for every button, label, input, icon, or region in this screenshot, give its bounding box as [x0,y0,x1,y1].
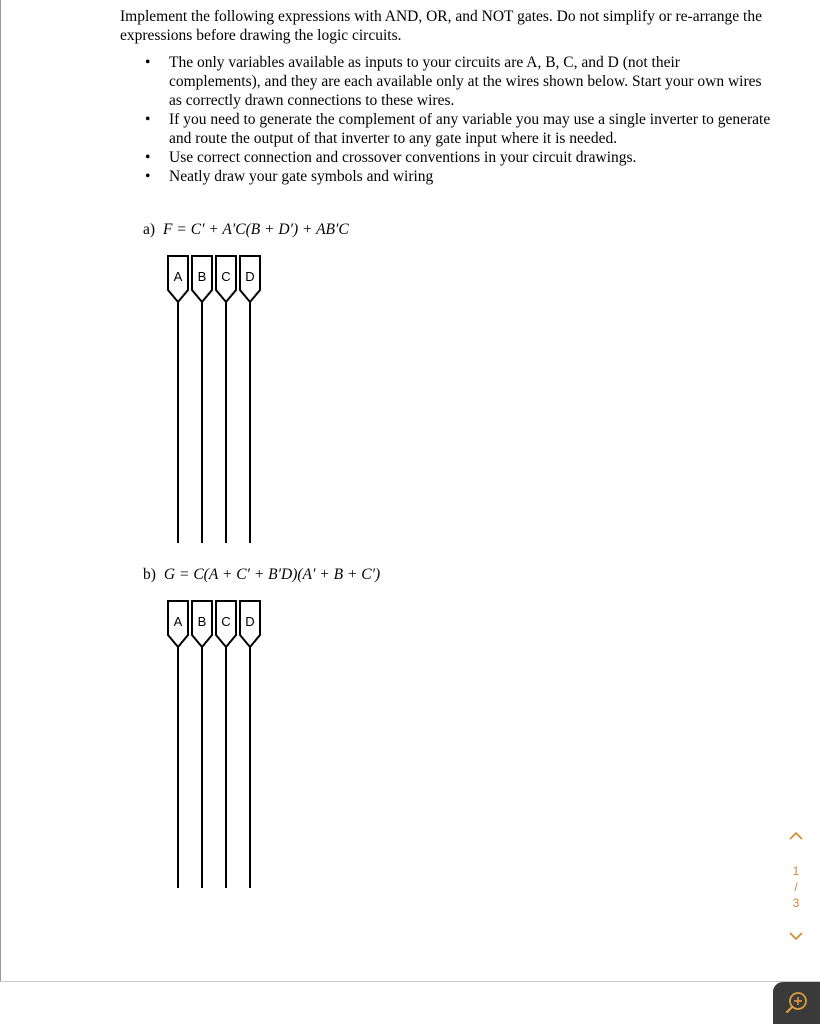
zoom-in-icon [784,990,810,1016]
input-terminal-a [168,256,188,543]
input-terminal-a [168,601,188,888]
input-label: B [197,269,207,284]
input-label: A [173,614,183,629]
zoom-in-button[interactable] [773,982,820,1024]
input-label: C [221,269,231,284]
input-label: D [245,614,255,629]
problem-label: a) [143,221,156,238]
list-item: • Use correct connection and crossover conventions in your circuit drawings. [145,149,637,166]
total-pages: 3 [792,896,800,910]
input-terminal-c [216,256,236,543]
current-page: 1 [792,864,800,878]
chevron-down-icon[interactable] [788,928,804,944]
input-terminal-b [192,256,212,543]
page-navigator [780,826,812,946]
instructions-list [145,53,775,186]
list-item: • If you need to generate the complement of any variable you may use a single inverter to generate and route the output of that inverter to any gate input where it is needed. [145,111,771,147]
input-terminal-d [240,256,260,543]
input-terminal-b [192,601,212,888]
chevron-up-icon[interactable] [788,828,804,844]
input-label: A [173,269,183,284]
input-label: B [197,614,207,629]
page-separator: / [794,880,798,894]
input-wires-a [160,250,270,550]
problem-label: b) [143,566,156,583]
problem-expression: F = C′ + A′C(B + D′) + AB′C [163,221,349,238]
input-terminal-d [240,601,260,888]
problem-expression: G = C(A + C′ + B′D)(A′ + B + C′) [163,566,381,583]
problem-b-heading [143,566,380,584]
input-label: D [245,269,255,284]
list-item: • The only variables available as inputs to your circuits are A, B, C, and D (not their complements), and they are each available only at the wires shown below. Start your own wires as correctly drawn connections to these wires. [145,54,762,109]
page-divider [0,981,820,982]
instructions-intro: Implement the following expressions with AND, OR, and NOT gates. Do not simplify or re-arrange the expressions before drawing the logic circuits. [120,8,762,44]
problem-a-heading [143,221,349,239]
input-terminal-c [216,601,236,888]
page-border [0,0,1,982]
input-wires-b [160,595,270,895]
input-label: C [221,614,231,629]
list-item: • Neatly draw your gate symbols and wiring [145,168,434,185]
